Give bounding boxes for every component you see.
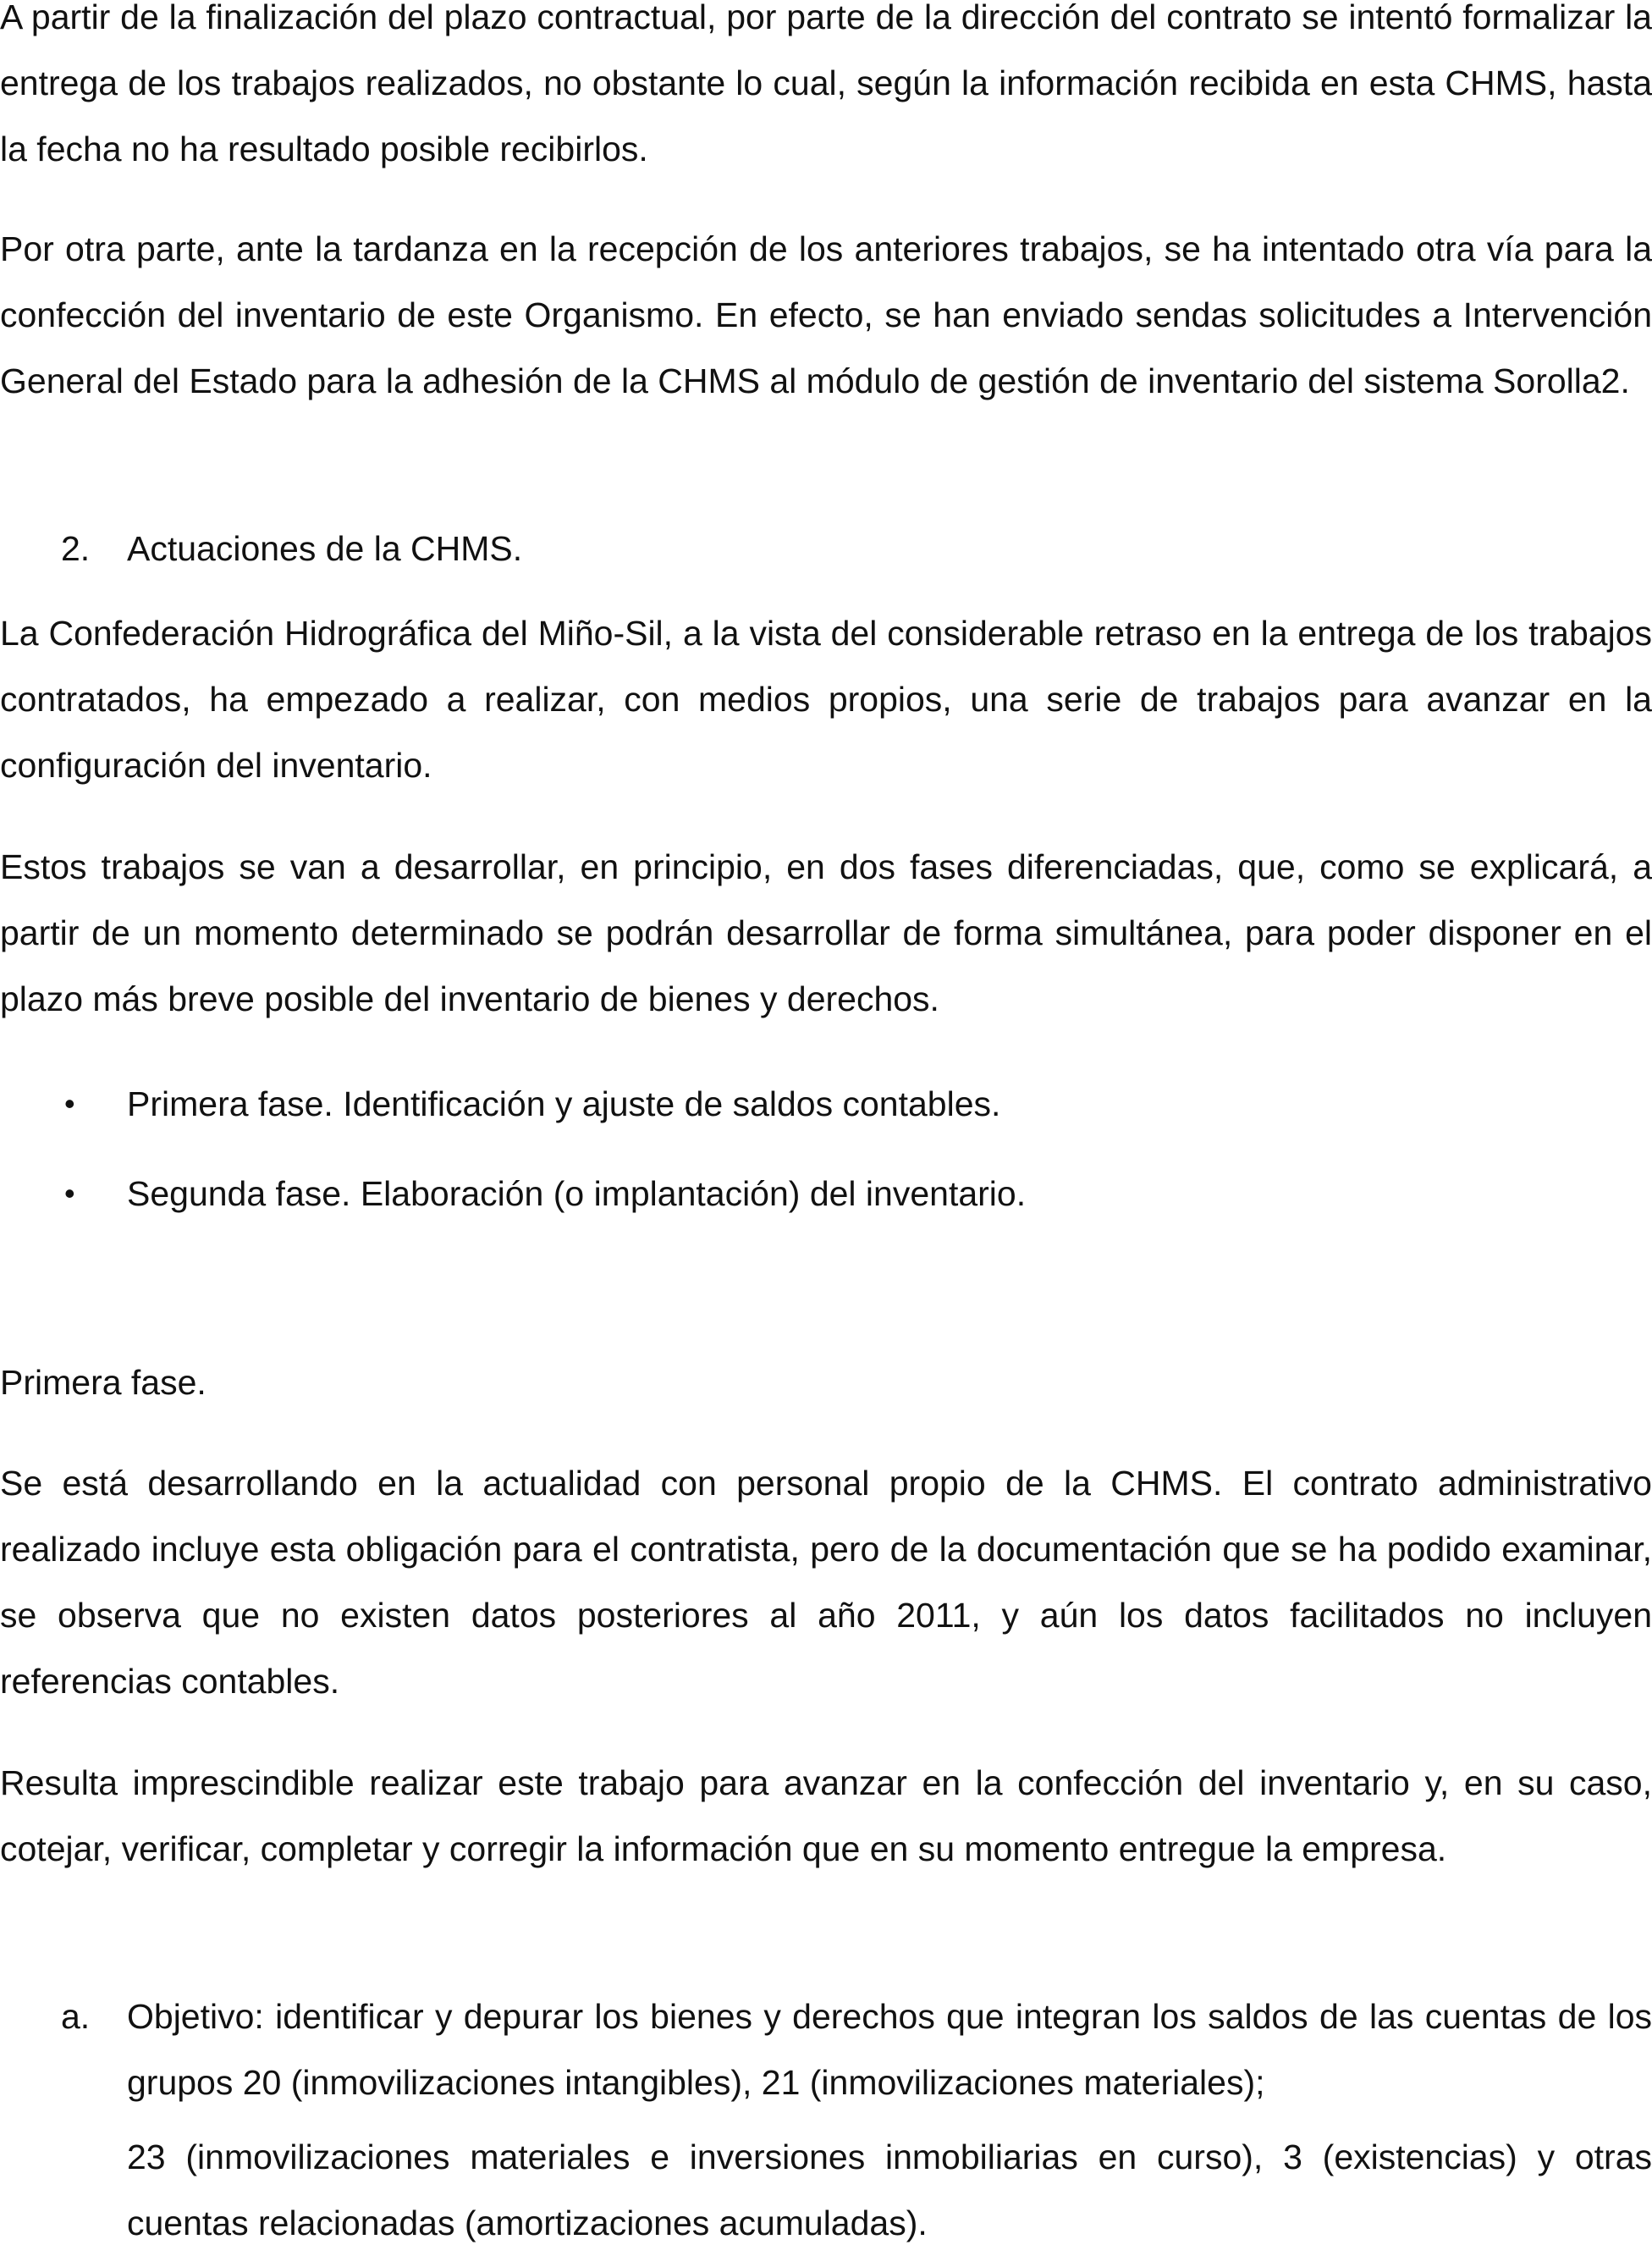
bullet-item-text: Primera fase. Identificación y ajuste de saldos contables. [127,1084,1001,1123]
paragraph-essential-work: Resulta imprescindible realizar este trabajo para avanzar en la confección del inventario y, en su caso, cotejar, verificar, completar y corregir la información que en su momento entregue la empresa. [0,1763,1652,1868]
bullet-icon: • [64,1176,75,1211]
bullet-icon: • [64,1086,75,1121]
lettered-item-text-line2: 23 (inmovilizaciones materiales e inversiones inmobiliarias en curso), 3 (existencias) y otras cuentas relacionadas (amortizaciones acumuladas). [127,2137,1652,2242]
paragraph-contract-delivery: A partir de la finalización del plazo contractual, por parte de la dirección del contrato se intentó formalizar la entrega de los trabajos realizados, no obstante lo cual, según la información recibida en esta CHMS, hasta la fecha no ha resultado posible recibirlos. [0,0,1652,168]
numbered-item-text: Actuaciones de la CHMS. [127,529,523,568]
paragraph-inventory-alternative: Por otra parte, ante la tardanza en la recepción de los anteriores trabajos, se ha intentado otra vía para la confección del inventario de este Organismo. En efecto, se han enviado sendas solicitudes a Intervención General del Estado para la adhesión de la CHMS al módulo de gestión de inventario del sistema Sorolla2. [0,229,1652,400]
paragraph-phase-one-description: Se está desarrollando en la actualidad con personal propio de la CHMS. El contrato administrativo realizado incluye esta obligación para el contratista, pero de la documentación que se ha podido examinar, se observa que no existen datos posteriores al año 2011, y aún los datos facilitados no incluyen referencias contables. [0,1464,1652,1701]
section-heading-primera-fase: Primera fase. [0,1363,206,1402]
paragraph-two-phases: Estos trabajos se van a desarrollar, en principio, en dos fases diferenciadas, que, como se explicará, a partir de un momento determinado se podrán desarrollar de forma simultánea, para poder disponer en el plazo más breve posible del inventario de bienes y derechos. [0,847,1652,1018]
lettered-item-text-line1: Objetivo: identificar y depurar los bienes y derechos que integran los saldos de las cuentas de los grupos 20 (inmovilizaciones intangibles), 21 (inmovilizaciones materiales); [127,1997,1652,2102]
paragraph-chms-actions: La Confederación Hidrográfica del Miño-Sil, a la vista del considerable retraso en la entrega de los trabajos contratados, ha empezado a realizar, con medios propios, una serie de trabajos para avanzar en la configuración del inventario. [0,614,1652,785]
list-number: 2. [61,529,91,568]
bullet-item-text: Segunda fase. Elaboración (o implantación) del inventario. [127,1174,1027,1213]
list-letter: a. [61,1997,91,2036]
